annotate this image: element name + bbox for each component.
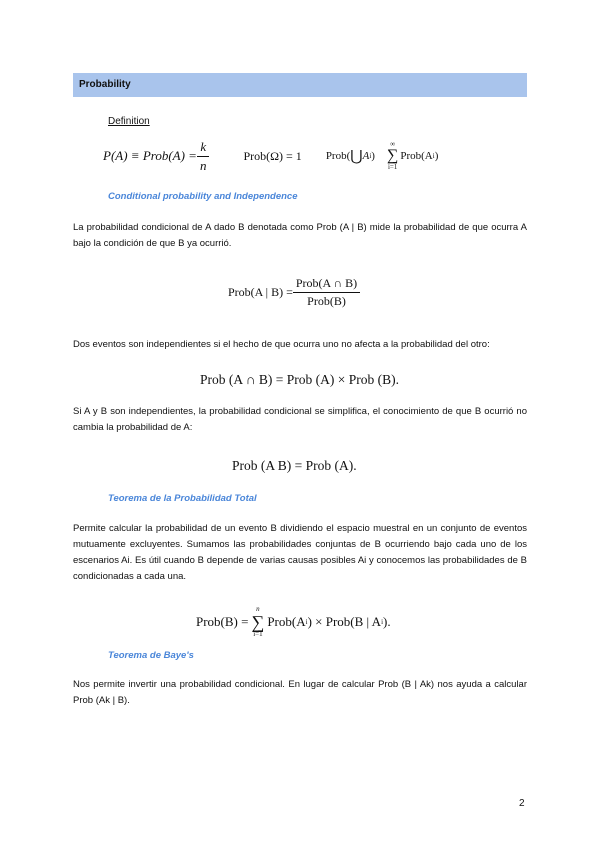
tp-sum-top: n bbox=[256, 605, 260, 613]
formula-sum bbox=[387, 141, 438, 171]
union-var: A bbox=[362, 150, 370, 162]
formula-denominator: n bbox=[199, 157, 207, 173]
conditional-heading: Conditional probability and Independence bbox=[108, 191, 298, 202]
total-probability-text: Permite calcular la probabilidad de un evento B dividiendo el espacio muestral en un conjunto de eventos mutuamente excluyentes. Sumamos las probabilidades conjuntas de B ocurriendo bajo cada uno de los escenarios Ai. Es útil cuando B depende de varias causas posibles Ai y conocemos las probabilidades de B condicionadas a cada una. bbox=[73, 523, 527, 582]
union-sub: i bbox=[369, 152, 372, 160]
formula-union-open: Prob( bbox=[325, 150, 351, 162]
conditional-intro: La probabilidad condicional de A dado B denotada como Prob (A | B) mide la probabilidad de que ocurra A bajo la condición de que B ya ocurrió. bbox=[73, 222, 527, 249]
cond-denominator: Prob(B) bbox=[307, 293, 346, 308]
cond-fraction bbox=[293, 276, 360, 309]
formula-prob-lhs: P(A) ≡ Prob(A) = bbox=[103, 148, 197, 163]
section-title: Probability bbox=[79, 79, 131, 90]
independence-text: Dos eventos son independientes si el hecho de que ocurra uno no afecta a la probabilidad del otro: bbox=[73, 339, 490, 350]
definition-label: Definition bbox=[108, 116, 150, 127]
conditional-formula bbox=[228, 274, 360, 310]
tp-rhs-sub: i bbox=[305, 618, 308, 626]
sum-top: ∞ bbox=[390, 140, 396, 148]
sum-symbol: ∑ bbox=[386, 147, 399, 164]
sum-term-sub: i bbox=[432, 152, 435, 160]
tp-sum-block bbox=[251, 606, 264, 638]
section-header-bar bbox=[73, 73, 527, 97]
simplify-formula: Prob (A B) = Prob (A). bbox=[232, 458, 357, 473]
sum-block bbox=[387, 141, 398, 171]
definition-formula bbox=[103, 136, 463, 176]
formula-union-close: ) bbox=[371, 150, 375, 162]
independence-formula: Prob (A ∩ B) = Prob (A) × Prob (B). bbox=[200, 372, 399, 387]
formula-union bbox=[326, 147, 375, 166]
tp-sum-symbol: ∑ bbox=[251, 612, 265, 632]
tp-rhs-sub2: i bbox=[381, 618, 384, 626]
simplify-text: Si A y B son independientes, la probabilidad condicional se simplifica, el conocimiento de que B ocurrió no cambia la probabilidad de A: bbox=[73, 406, 527, 433]
sum-bottom: i=1 bbox=[387, 163, 398, 171]
cond-numerator: Prob(A ∩ B) bbox=[293, 276, 360, 293]
sum-term: Prob(A bbox=[400, 150, 433, 162]
bayes-text: Nos permite invertir una probabilidad condicional. En lugar de calcular Prob (B | Ak) nos ayuda a calcular Prob (Ak | B). bbox=[73, 679, 527, 706]
cond-lhs: Prob(A | B) = bbox=[228, 284, 293, 299]
tp-rhs-end2: ). bbox=[383, 614, 391, 629]
union-symbol: ⋃ bbox=[350, 148, 363, 165]
formula-fraction-kn bbox=[197, 139, 210, 174]
tp-lhs: Prob(B) = bbox=[196, 614, 249, 629]
total-probability-heading: Teorema de la Probabilidad Total bbox=[108, 493, 257, 504]
sum-term-end: ) bbox=[434, 150, 439, 162]
page-number: 2 bbox=[519, 798, 525, 809]
bayes-heading: Teorema de Baye's bbox=[108, 650, 194, 661]
total-probability-formula bbox=[196, 603, 391, 641]
tp-rhs: Prob(A bbox=[267, 614, 306, 629]
tp-rhs-end: ) × Prob(B | A bbox=[307, 614, 382, 629]
formula-numerator: k bbox=[197, 139, 209, 157]
tp-sum-bottom: i=1 bbox=[253, 630, 263, 638]
formula-omega: Prob(Ω) = 1 bbox=[243, 148, 302, 163]
